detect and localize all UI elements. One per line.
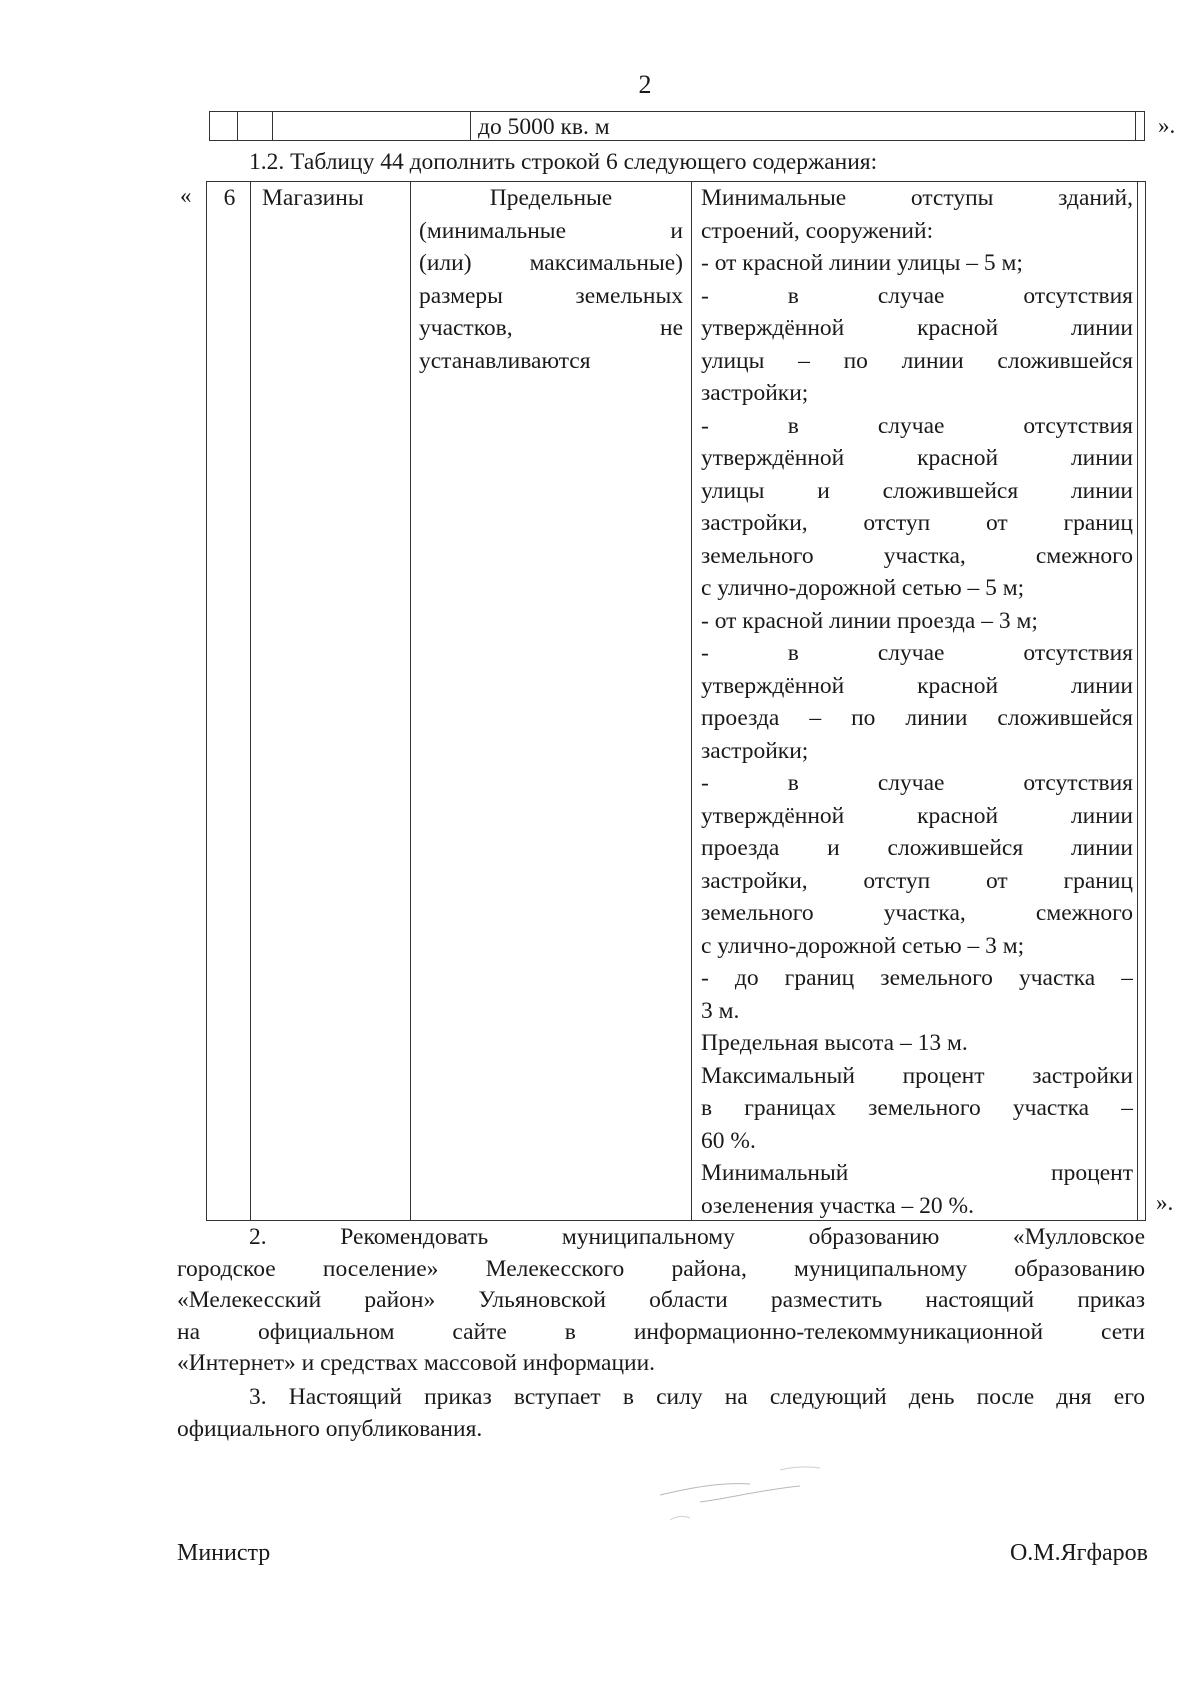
signature-position: Министр [177,1540,271,1566]
heading-1-2: 1.2. Таблицу 44 дополнить строкой 6 следующего содержания: [249,149,878,175]
paragraph-line: «Интернет» и средствах массовой информации. [177,1350,656,1376]
continuation-table-row [209,111,1145,141]
paragraph-line: 2. Рекомендовать муниципальному образованию «Мулловское [249,1224,1145,1250]
paragraph-line: официального опубликования. [177,1415,483,1442]
rules-line: улицы и сложившейся линии [701,477,1133,504]
paragraph-2 [177,1222,1145,1380]
amendment-table [206,181,1146,1221]
rules-line: - от красной линии проезда – 3 м; [701,607,1038,634]
rules-line: в границах земельного участка – [701,1095,1133,1121]
row-name: Магазины [262,185,364,211]
table-divider [1135,112,1136,140]
rules-line: утверждённой красной линии [701,445,1133,471]
closing-quote-top: ». [1158,113,1176,138]
rules-line: проезда и сложившейся линии [701,835,1133,861]
rules-line: застройки, отступ от границ [701,867,1133,894]
params-line: Предельные [489,185,613,211]
rules-line: - в случае отсутствия [701,640,1133,666]
rules-cell [701,182,1133,1222]
rules-line: утверждённой красной линии [701,672,1133,699]
params-cell [419,182,683,377]
rules-line: земельного участка, смежного [701,900,1133,926]
opening-quote: « [180,183,192,208]
paragraph-line: городское поселение» Мелекесского района, муниципальному образованию [177,1255,1145,1282]
params-line: (минимальные и [419,217,683,244]
table-divider [691,182,692,1220]
rules-line: Предельная высота – 13 м. [701,1030,968,1056]
rules-line: застройки; [701,737,809,764]
rules-line: - от красной линии улицы – 5 м; [701,250,1023,276]
rules-line: озеленения участка – 20 %. [701,1192,974,1219]
rules-line: застройки, отступ от границ [701,510,1133,536]
table-divider [237,112,238,140]
rules-line: утверждённой красной линии [701,315,1133,341]
rules-line: Минимальные отступы зданий, [701,185,1133,211]
closing-quote-main: ». [1156,1190,1174,1215]
params-line: участков, не [419,315,683,341]
rules-line: земельного участка, смежного [701,542,1133,569]
rules-line: 3 м. [701,997,740,1024]
rules-line: с улично-дорожной сетью – 3 м; [701,932,1025,959]
table-divider [1137,182,1138,1220]
row-number: 6 [223,185,236,211]
rules-line: - в случае отсутствия [701,770,1133,796]
params-line: устанавливаются [419,347,591,374]
rules-line: Минимальный процент [701,1160,1133,1186]
page-number: 2 [638,70,652,99]
table-divider [410,182,411,1220]
rules-line: улицы – по линии сложившейся [701,347,1133,374]
area-cell-text: до 5000 кв. м [478,114,610,140]
paragraph-3 [177,1382,1145,1445]
rules-line: - до границ земельного участка – [701,965,1133,991]
table-divider [250,182,251,1220]
paragraph-line: «Мелекесский район» Ульяновской области разместить настоящий приказ [177,1287,1145,1313]
rules-line: строений, сооружений: [701,217,934,244]
rules-line: застройки; [701,380,809,406]
params-line: размеры земельных [419,282,683,309]
table-divider [272,112,273,140]
rules-line: 60 %. [701,1127,756,1154]
signature-name: О.М.Ягфаров [1009,1540,1148,1566]
rules-line: - в случае отсутствия [701,282,1133,309]
signature-mark [640,1440,900,1550]
rules-line: утверждённой красной линии [701,802,1133,829]
paragraph-line: 3. Настоящий приказ вступает в силу на следующий день после дня его [249,1384,1145,1410]
rules-line: Максимальный процент застройки [701,1062,1133,1089]
rules-line: проезда – по линии сложившейся [701,705,1133,731]
rules-line: - в случае отсутствия [701,412,1133,439]
rules-line: с улично-дорожной сетью – 5 м; [701,575,1025,601]
params-line: (или) максимальные) [419,250,683,276]
paragraph-line: на официальном сайте в информационно-телекоммуникационной сети [177,1318,1145,1345]
table-divider [470,112,471,140]
